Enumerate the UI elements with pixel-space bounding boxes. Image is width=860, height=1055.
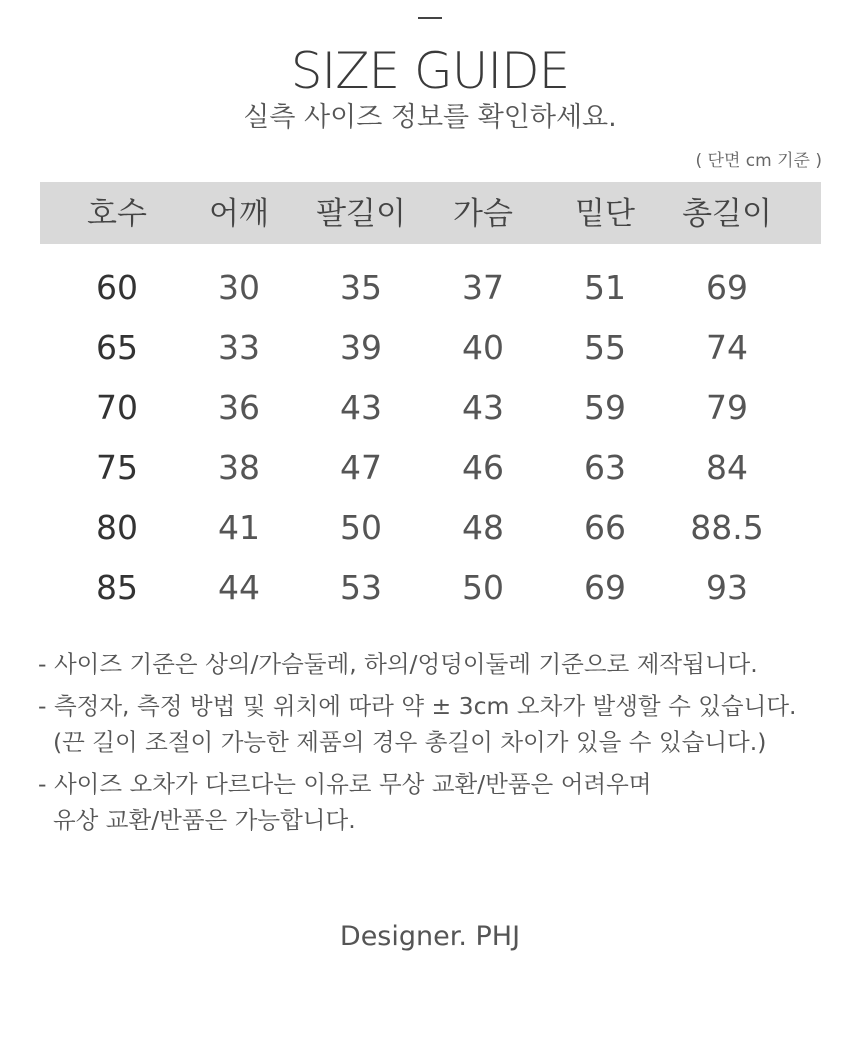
column-header-shoulder: 어깨: [209, 196, 269, 232]
table-cell: 59: [584, 388, 626, 427]
table-cell: 43: [340, 388, 382, 427]
table-row: [40, 498, 821, 558]
column-header-total-length: 총길이: [682, 196, 772, 232]
table-cell: 36: [218, 388, 260, 427]
table-cell: 46: [462, 448, 504, 487]
table-cell: 47: [340, 448, 382, 487]
note-line: 유상 교환/반품은 가능합니다.: [38, 806, 356, 834]
table-cell: 69: [584, 568, 626, 607]
table-cell: 50: [340, 508, 382, 547]
table-cell: 50: [462, 568, 504, 607]
column-header-sleeve-length: 팔길이: [316, 196, 406, 232]
note-line: - 측정자, 측정 방법 및 위치에 따라 약 ± 3cm 오차가 발생할 수 있습니다.: [38, 692, 797, 720]
table-cell: 39: [340, 328, 382, 367]
size-table-header: [40, 182, 821, 244]
table-cell: 44: [218, 568, 260, 607]
table-cell: 84: [706, 448, 748, 487]
column-header-chest: 가슴: [453, 196, 513, 232]
page-title: SIZE GUIDE: [290, 42, 570, 100]
table-cell: 88.5: [690, 508, 764, 547]
size-notes: [38, 646, 838, 838]
table-cell: 63: [584, 448, 626, 487]
designer-credit: Designer. PHJ: [339, 921, 521, 952]
table-cell: 80: [96, 508, 138, 547]
table-cell: 60: [96, 268, 138, 307]
table-cell: 38: [218, 448, 260, 487]
note-line: (끈 길이 조절이 가능한 제품의 경우 총길이 차이가 있을 수 있습니다.): [38, 728, 767, 756]
table-cell: 65: [96, 328, 138, 367]
table-cell: 70: [96, 388, 138, 427]
table-cell: 35: [340, 268, 382, 307]
top-dash-divider: [418, 17, 442, 19]
table-cell: 93: [706, 568, 748, 607]
table-cell: 43: [462, 388, 504, 427]
table-row: [40, 258, 821, 318]
note-line: - 사이즈 기준은 상의/가슴둘레, 하의/엉덩이둘레 기준으로 제작됩니다.: [38, 650, 758, 678]
table-cell: 79: [706, 388, 748, 427]
table-cell: 55: [584, 328, 626, 367]
table-cell: 53: [340, 568, 382, 607]
table-cell: 66: [584, 508, 626, 547]
table-cell: 30: [218, 268, 260, 307]
table-row: [40, 318, 821, 378]
table-cell: 74: [706, 328, 748, 367]
column-header-hem: 밑단: [575, 196, 635, 232]
table-row: [40, 378, 821, 438]
table-cell: 75: [96, 448, 138, 487]
table-cell: 40: [462, 328, 504, 367]
table-row: [40, 558, 821, 618]
table-row: [40, 438, 821, 498]
table-cell: 51: [584, 268, 626, 307]
column-header-size: 호수: [87, 196, 147, 232]
table-cell: 33: [218, 328, 260, 367]
measurement-basis-note: ( 단면 cm 기준 ): [695, 151, 822, 171]
table-cell: 85: [96, 568, 138, 607]
table-cell: 48: [462, 508, 504, 547]
table-cell: 37: [462, 268, 504, 307]
table-cell: 69: [706, 268, 748, 307]
table-cell: 41: [218, 508, 260, 547]
page-subtitle: 실측 사이즈 정보를 확인하세요.: [243, 102, 617, 133]
note-line: - 사이즈 오차가 다르다는 이유로 무상 교환/반품은 어려우며: [38, 770, 652, 798]
